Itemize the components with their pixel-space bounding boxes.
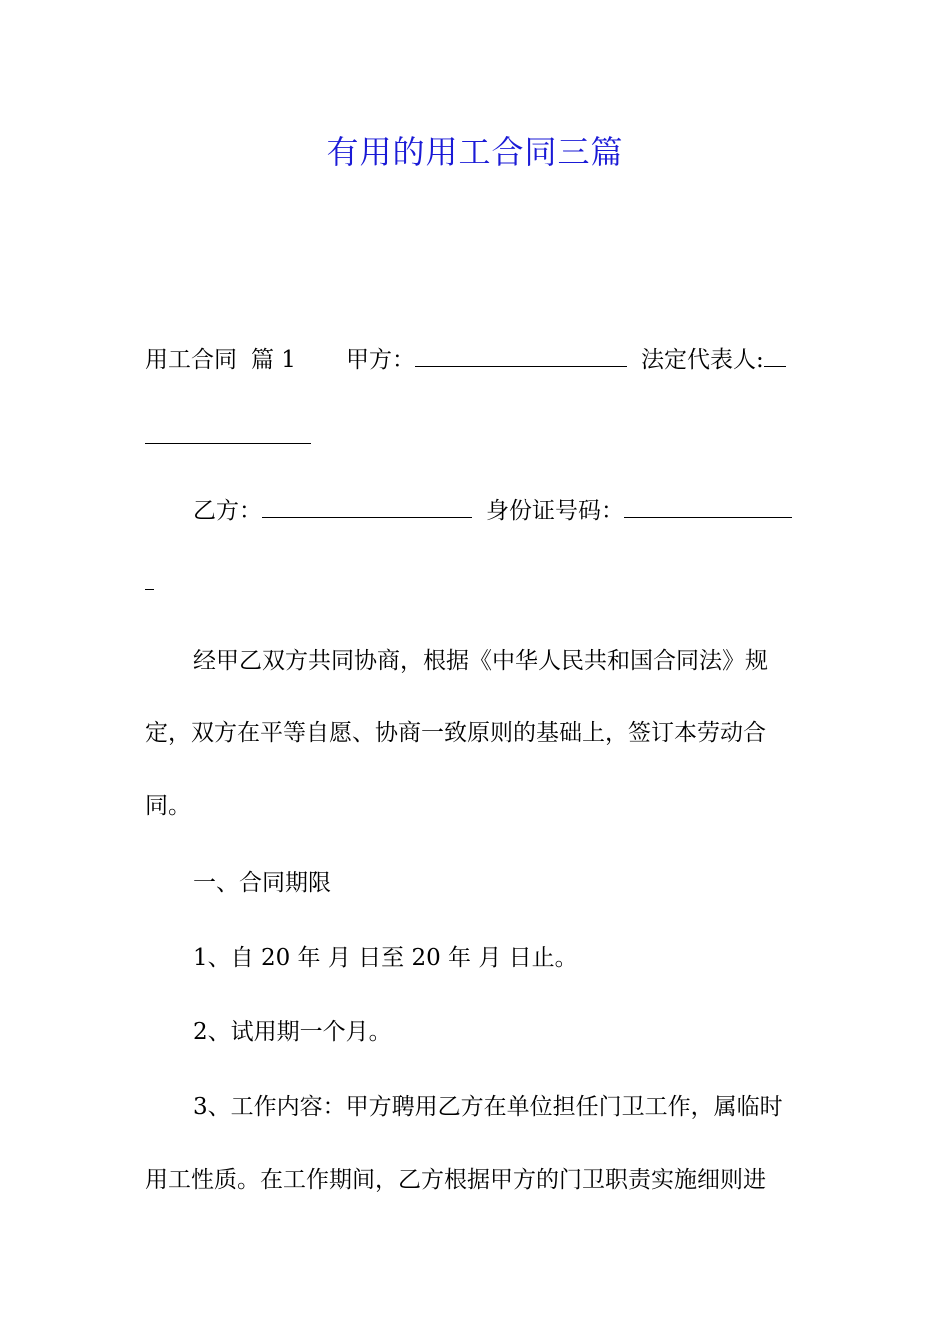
list-item: 2、试用期一个月。 [193,1019,392,1045]
item3-line-2: 用工性质。在工作期间，乙方根据甲方的门卫职责实施细则进 [145,1167,766,1193]
intro-line-3: 同。 [145,793,191,819]
party-a-blank [415,344,627,367]
party-a-label: 甲方： [345,347,415,373]
id-number-blank-continued [145,566,810,600]
party-b-line [193,494,810,528]
legal-rep-label: 法定代表人: [640,347,764,373]
intro-line-1: 经甲乙双方共同协商，根据《中华人民共和国合同法》规 [193,648,768,674]
part-label: 篇 1 [251,347,296,373]
intro-line-2: 定，双方在平等自愿、协商一致原则的基础上，签订本劳动合 [145,720,766,746]
id-number-blank [624,495,792,518]
legal-rep-blank-continued [145,420,810,454]
legal-rep-blank [764,344,786,367]
item3-line-1: 3、工作内容：甲方聘用乙方在单位担任门卫工作，属临时 [193,1094,783,1120]
section-label: 用工合同 [145,347,237,373]
document-title: 有用的用工合同三篇 [326,133,624,171]
header-line [145,343,810,377]
party-b-label: 乙方： [193,498,262,524]
list-item: 1、自 20 年 月 日至 20 年 月 日止。 [193,945,578,971]
id-number-label: 身份证号码： [486,498,624,524]
section-heading: 一、合同期限 [193,870,331,896]
party-b-blank [262,495,472,518]
